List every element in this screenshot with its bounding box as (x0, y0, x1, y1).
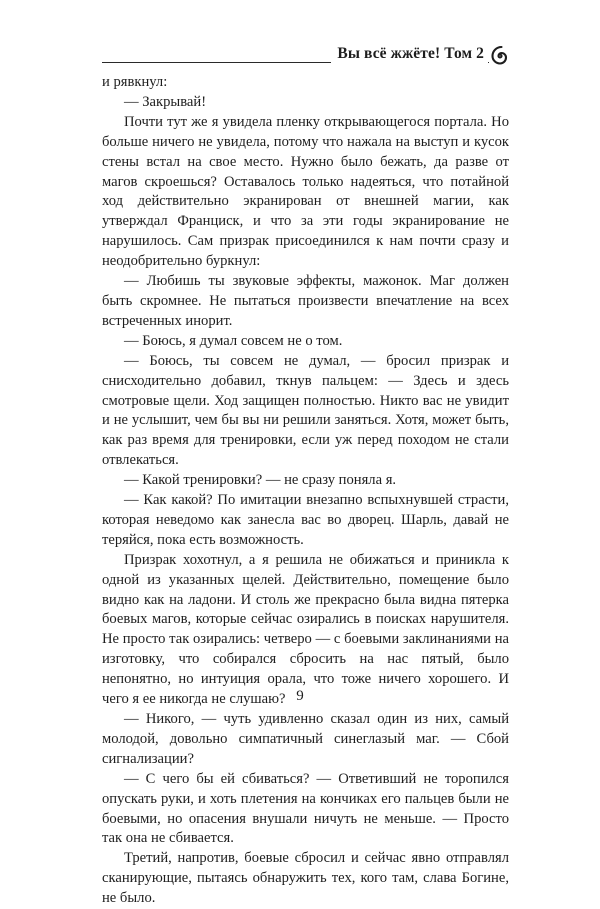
spiral-icon (489, 45, 511, 67)
paragraph: — Как какой? По имитации внезапно вспыхнувшей страсти, которая неведомо как занесла вас во дворец. Шарль, давай не теряйся, пока есть возможность. (102, 492, 509, 548)
paragraph: Третий, напротив, боевые сбросил и сейчас явно отправлял сканирующие, пытаясь обнаружить тех, кого там, слава Богине, не было. (102, 850, 509, 907)
paragraph: — Никого, — чуть удивленно сказал один из них, самый молодой, довольно симпатичный синеглазый маг. — Сбой сигнализации? (102, 711, 509, 767)
page-body (102, 73, 509, 909)
paragraph: — Любишь ты звуковые эффекты, мажонок. Маг должен быть скромнее. Не пытаться произвести впечатление на всех встреченных инорит. (102, 273, 509, 329)
book-title: Вы всё жжёте! Том 2 (331, 44, 488, 64)
paragraph: — Какой тренировки? — не сразу поняла я. (124, 472, 397, 489)
paragraph: — С чего бы ей сбиваться? — Ответивший не торопился опускать руки, и хоть плетения на кончиках его пальцев были не боевыми, но опасения внушали ничуть не меньше. — Просто так она не сбивается. (102, 770, 509, 847)
running-header (0, 44, 600, 70)
paragraph: и рявкнул: (102, 74, 168, 90)
page-number: 9 (296, 688, 304, 704)
paragraph: — Боюсь, ты совсем не думал, — бросил призрак и снисходительно добавил, ткнув пальцем: — Здесь и здесь смотровые щели. Ход защищен полностью. Никто вас не увидит и не услышит, чем бы вы ни решили заняться. Хотя, может быть, как раз время для тренировки, если уж перед походом не стали отвлекаться. (102, 352, 509, 469)
paragraph: Призрак хохотнул, а я решила не обижаться и приникла к одной из указанных щелей. Действительно, помещение было видно как на ладони. И столь же прекрасно была видна пятерка боевых магов, которые сейчас озирались в поисках нарушителя. Не просто так озирались: четверо — с боевыми заклинаниями на изготовку, что собирался сбросить на нас пятый, было непонятно, но интуиция орала, что тоже ничего хорошего. И чего я ее никогда не слушаю? (102, 551, 509, 708)
paragraph: — Боюсь, я думал совсем не о том. (124, 332, 343, 349)
paragraph: — Закрывай! (124, 93, 207, 110)
paragraph: Почти тут же я увидела пленку открывающегося портала. Но больше ничего не увидела, потому что нажала на выступ и кусок стены встал на свое место. Нужно было бежать, да разве от магов скроешься? Оставалось только надеяться, что потайной ход действительно экранирован от внешней магии, как утверждал Франциск, и что за эти годы экранирование не нарушилось. Сам призрак присоединился к нам почти сразу и неодобрительно буркнул: (102, 113, 509, 270)
